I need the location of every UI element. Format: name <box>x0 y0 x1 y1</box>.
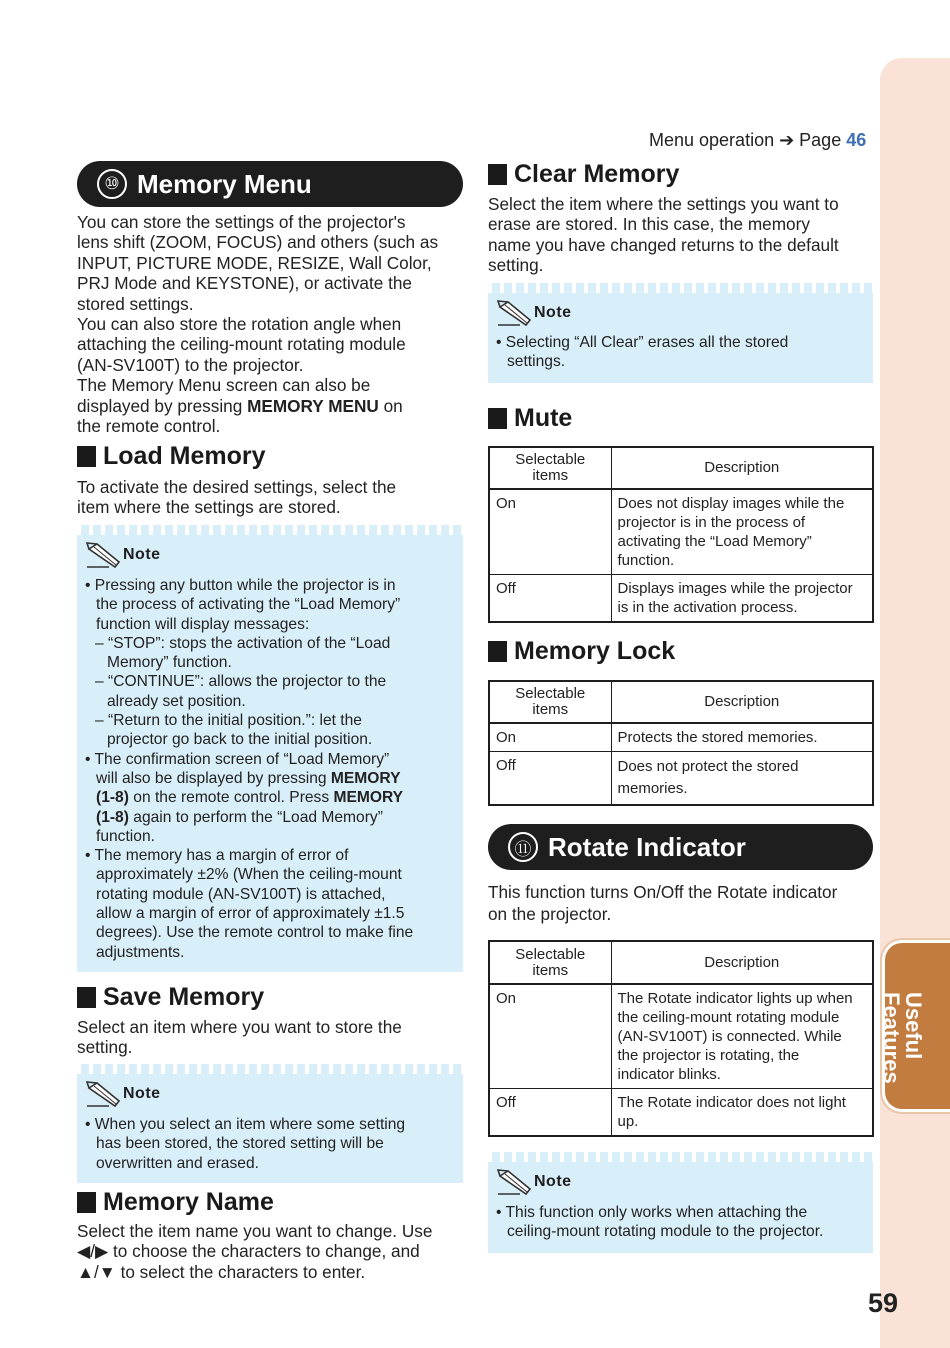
description-header: Description <box>611 681 873 723</box>
table-cell-item: Off <box>489 1089 611 1137</box>
clear-memory-text: Select the item where the settings you want to erase are stored. In this case, the memory name you have changed returns to the default setting. <box>488 194 839 276</box>
menu-operation-page-link[interactable]: 46 <box>846 130 867 150</box>
description-header: Description <box>611 941 873 984</box>
table-header-row <box>489 447 873 489</box>
rotate-indicator-table <box>488 940 874 1137</box>
table-row <box>489 984 873 1089</box>
table-cell-description: Does not protect the stored memories. <box>611 752 873 806</box>
note-bullet: • The confirmation screen of “Load Memory” will also be displayed by pressing MEMORY (1-8) on the remote control. Press MEMORY (1-8) again to perform the “Load Memory” function. <box>85 750 404 845</box>
table-cell-description: Does not display images while the projector is in the process of activating the “Load Memory” function. <box>611 489 873 575</box>
rotate-indicator-text: This function turns On/Off the Rotate indicator on the projector. <box>488 882 838 924</box>
table-cell-item: Off <box>489 575 611 623</box>
useful-features-tab-label: Useful Features <box>879 992 926 1084</box>
rotate-indicator-title: Rotate Indicator <box>548 831 746 862</box>
mute-heading: Mute <box>488 404 572 433</box>
heading-square-icon <box>488 641 507 662</box>
page-number: 59 <box>868 1288 899 1318</box>
load-memory-note-body <box>85 576 453 962</box>
memory-lock-table <box>488 680 874 806</box>
selectable-items-header: Selectable items <box>489 447 611 489</box>
note-heading: Note <box>496 299 572 327</box>
table-row <box>489 575 873 623</box>
side-band <box>880 58 950 1348</box>
pencil-note-icon <box>85 1080 121 1108</box>
note-bullet: • The memory has a margin of error of approximately ±2% (When the ceiling-mount rotating module (AN-SV100T) is attached, allow a margin of error of approximately ±1.5 degrees). Use the remote control to make fine adjustments. <box>85 847 414 961</box>
load-memory-note <box>77 525 463 972</box>
table-cell-item: On <box>489 489 611 575</box>
load-memory-text: To activate the desired settings, select the item where the settings are stored. <box>77 477 397 518</box>
table-row <box>489 489 873 575</box>
heading-square-icon <box>488 164 507 185</box>
note-heading: Note <box>85 541 161 569</box>
save-memory-text: Select an item where you want to store the setting. <box>77 1017 402 1058</box>
rotate-indicator-title-bar <box>488 824 873 870</box>
note-heading: Note <box>85 1080 161 1108</box>
heading-square-icon <box>488 408 507 429</box>
clear-memory-note-body <box>496 333 863 372</box>
selectable-items-header: Selectable items <box>489 941 611 984</box>
pencil-note-icon <box>85 541 121 569</box>
note-bullet: • This function only works when attaching the ceiling-mount rotating module to the projector. <box>496 1204 824 1241</box>
rotate-indicator-note-body <box>496 1203 863 1242</box>
note-bullet: • When you select an item where some setting has been stored, the stored setting will be overwritten and erased. <box>85 1116 406 1172</box>
save-memory-note <box>77 1064 463 1183</box>
clear-memory-heading: Clear Memory <box>488 160 679 189</box>
table-row <box>489 752 873 806</box>
table-cell-description: Protects the stored memories. <box>611 723 873 752</box>
load-memory-heading: Load Memory <box>77 442 266 471</box>
section-number-badge: ⑪ <box>508 832 538 862</box>
note-sub-item: – “Return to the initial position.”: let the projector go back to the initial position. <box>95 712 373 749</box>
table-cell-item: On <box>489 723 611 752</box>
memory-name-heading: Memory Name <box>77 1188 274 1217</box>
table-row <box>489 1089 873 1137</box>
save-memory-note-body <box>85 1115 453 1173</box>
menu-operation-reference: Menu operation ➔ Page 46 <box>649 130 867 150</box>
memory-name-text: Select the item name you want to change. Use ◀/▶ to choose the characters to change, and ▲/▼ to select the characters to enter. <box>77 1221 433 1282</box>
table-cell-description: The Rotate indicator lights up when the ceiling-mount rotating module (AN-SV100T) is connected. While the projector is rotating, the indicator blinks. <box>611 984 873 1089</box>
heading-square-icon <box>77 987 96 1008</box>
description-header: Description <box>611 447 873 489</box>
table-cell-description: Displays images while the projector is in the activation process. <box>611 575 873 623</box>
rotate-indicator-note <box>488 1152 873 1253</box>
note-sub-item: – “CONTINUE”: allows the projector to the already set position. <box>95 673 387 710</box>
clear-memory-note <box>488 283 873 383</box>
table-cell-description: The Rotate indicator does not light up. <box>611 1089 873 1137</box>
note-bullet: • Pressing any button while the projector is in the process of activating the “Load Memory” function will display messages: <box>85 577 401 633</box>
pencil-note-icon <box>496 299 532 327</box>
heading-square-icon <box>77 446 96 467</box>
mute-table <box>488 446 874 623</box>
table-cell-item: Off <box>489 752 611 806</box>
table-header-row <box>489 941 873 984</box>
memory-lock-heading: Memory Lock <box>488 637 675 666</box>
note-sub-item: – “STOP”: stops the activation of the “Load Memory” function. <box>95 634 391 672</box>
table-cell-item: On <box>489 984 611 1089</box>
table-row <box>489 723 873 752</box>
selectable-items-header: Selectable items <box>489 681 611 723</box>
save-memory-heading: Save Memory <box>77 983 264 1012</box>
memory-menu-intro: You can store the settings of the projector's lens shift (ZOOM, FOCUS) and others (such as INPUT, PICTURE MODE, RESIZE, Wall Color, PRJ Mode and KEYSTONE), or activate the stored settings. You can also store the rotation angle when attaching the ceiling-mount rotating module (AN-SV100T) to the projector. The Memory Menu screen can also be displayed by pressing MEMORY MENU on the remote control. <box>77 212 439 437</box>
pencil-note-icon <box>496 1168 532 1196</box>
note-bullet: • Selecting “All Clear” erases all the stored settings. <box>496 334 789 371</box>
note-heading: Note <box>496 1168 572 1196</box>
memory-menu-title: Memory Menu <box>137 168 312 199</box>
section-number-badge: ⑩ <box>97 169 127 199</box>
memory-menu-title-bar <box>77 161 463 207</box>
table-header-row <box>489 681 873 723</box>
heading-square-icon <box>77 1192 96 1213</box>
